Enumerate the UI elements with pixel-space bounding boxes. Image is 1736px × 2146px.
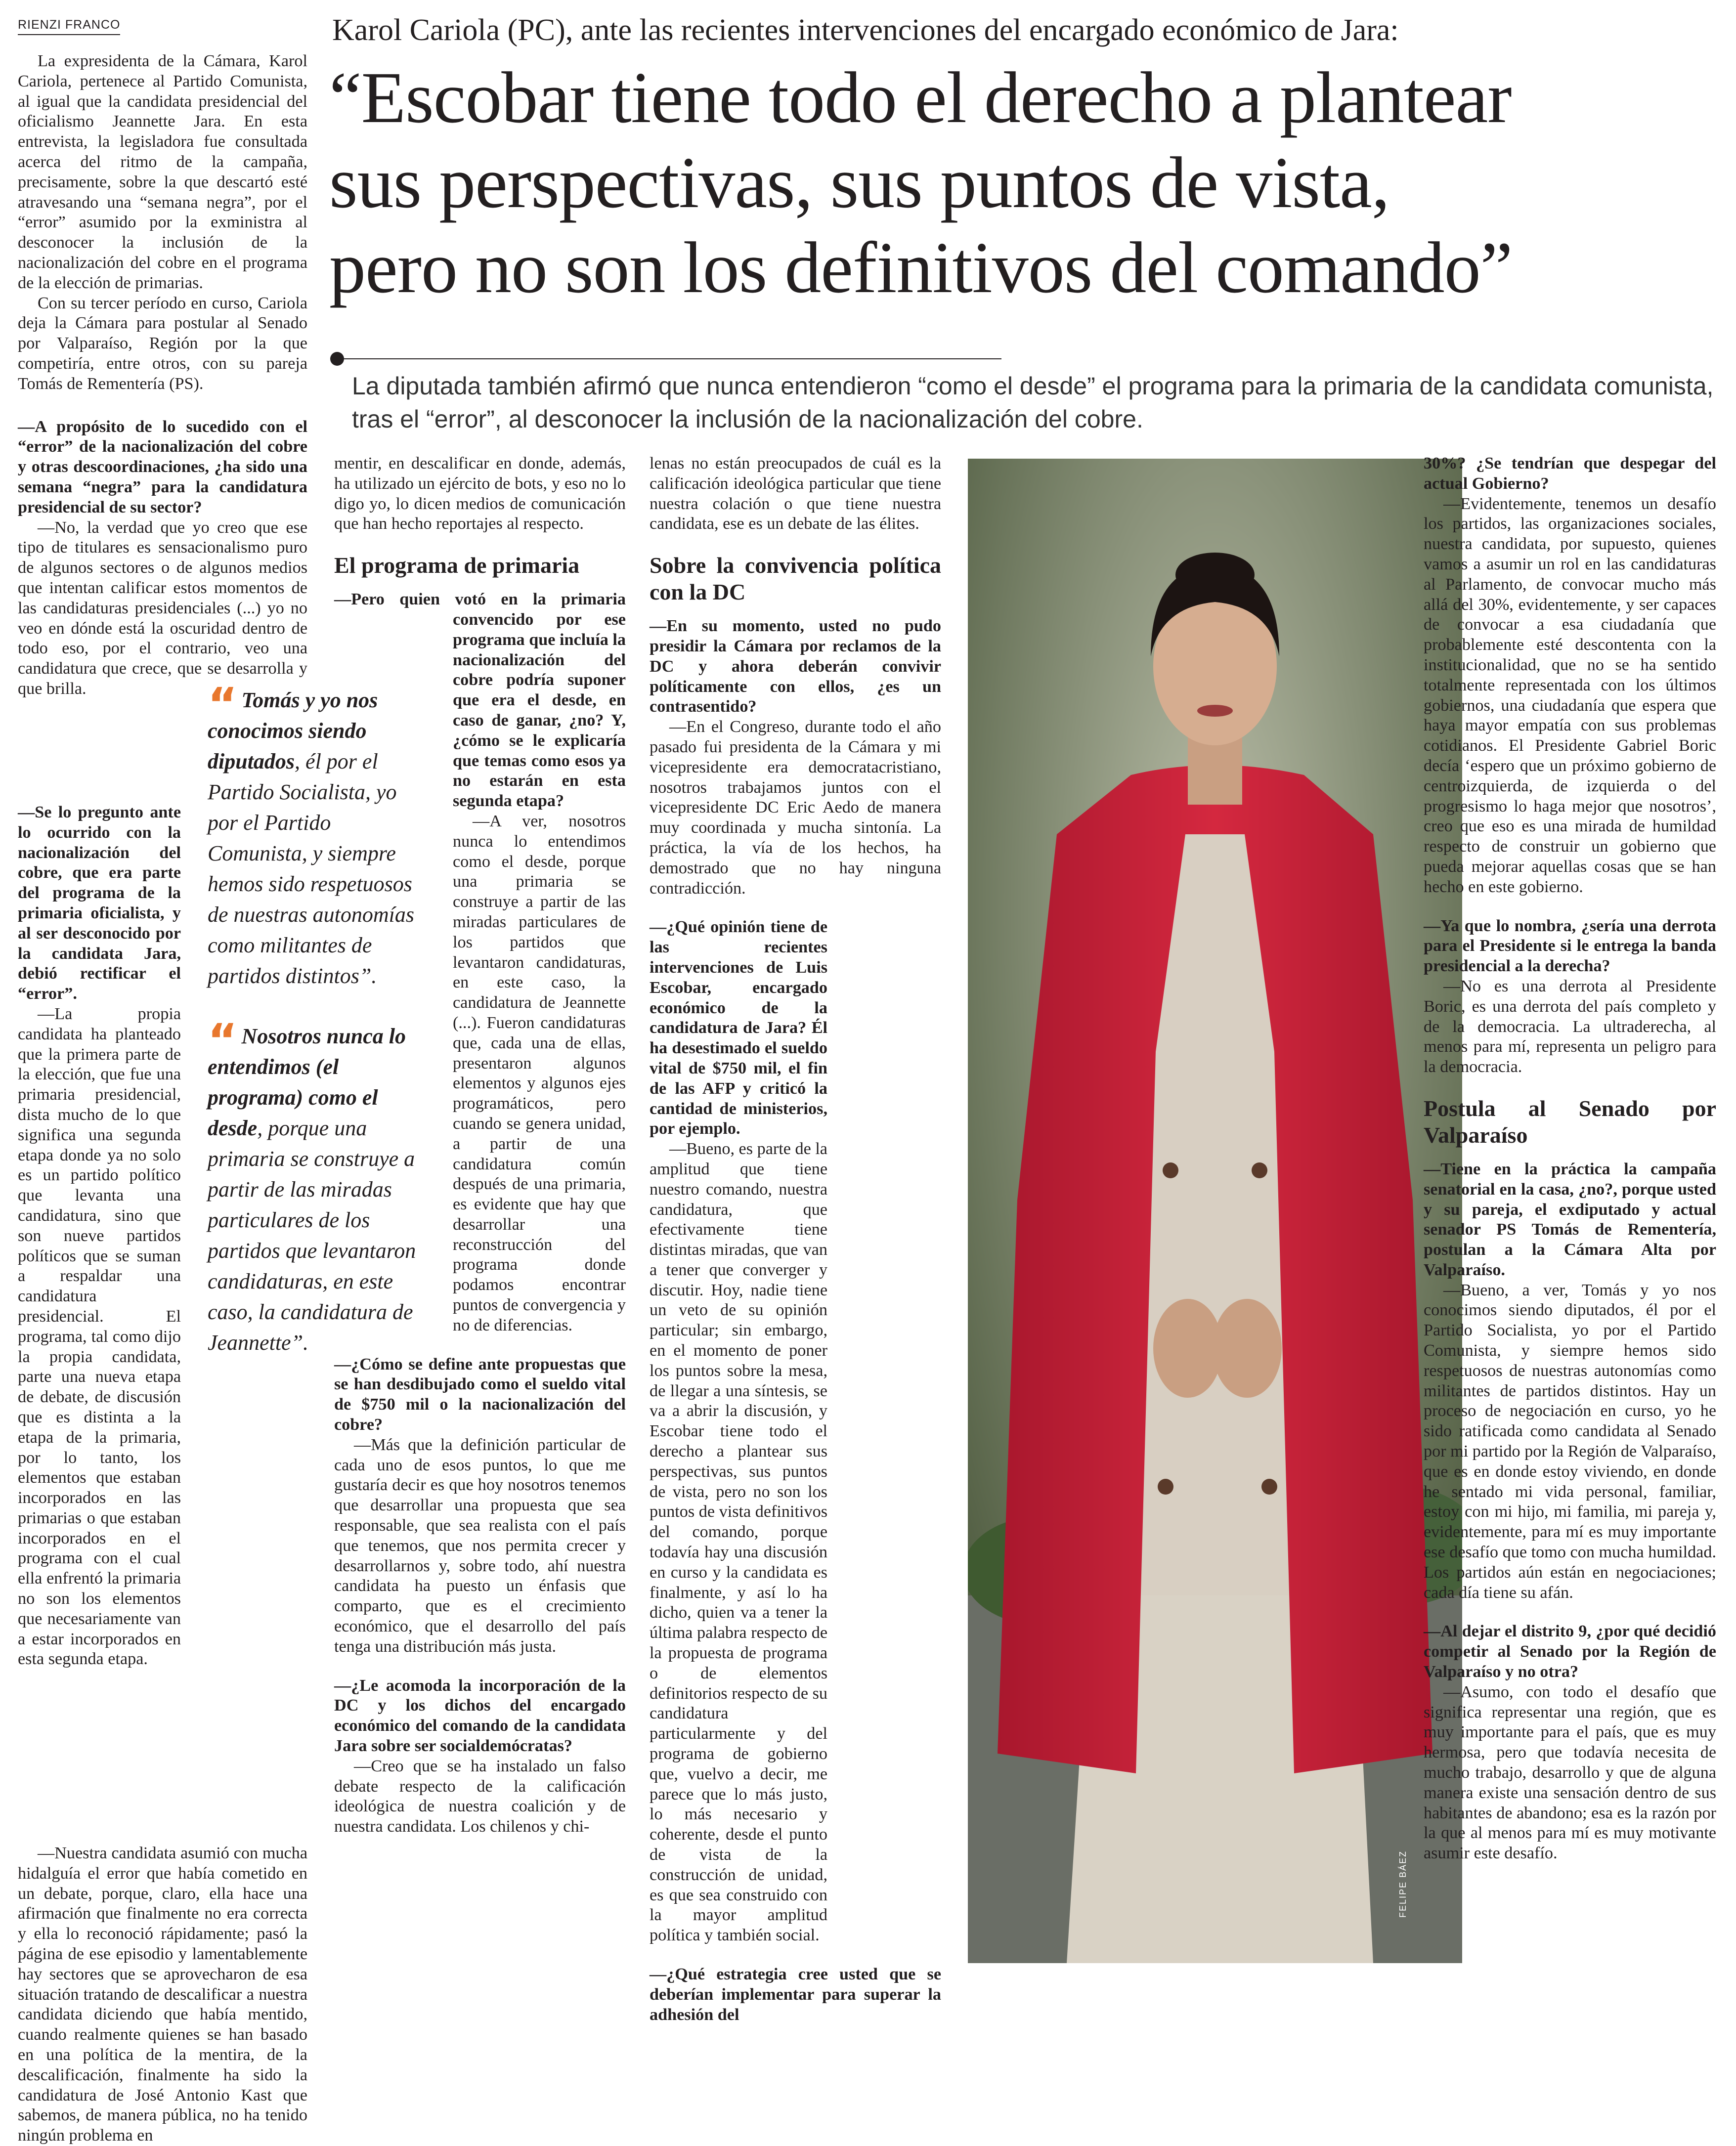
section-heading: Sobre la convivencia política con la DC	[650, 553, 941, 605]
question: —¿Qué opinión tiene de las recientes intervenciones de Luis Escobar, encargado económico de la candidatura de Jara? Él ha desestimado el sueldo vital de $750 mil, el fin de las AFP y criticó la cantidad de ministerios, por ejemplo.	[650, 918, 827, 1138]
answer: —No es una derrota al Presidente Boric, es una derrota del país completo y de la democracia. La ultraderecha, al menos para mí, representa un peligro para la democracia.	[1424, 977, 1716, 1076]
kicker: Karol Cariola (PC), ante las recientes intervenciones del encargado económico de Jara:	[332, 13, 1399, 47]
portrait-photo	[968, 459, 1462, 1963]
answer: —La propia candidata ha planteado que la primera parte de la elección, que fue una primaria presidencial, dista mucho de lo que significa una segunda etapa donde ya no solo es un partido político que levanta una candidatura, sino que son nueve partidos políticos que se suman a respaldar una candidatura presidencial. El programa, tal como dijo la propia candidata, parte una nueva etapa de debate, de discusión que es distinta a la etapa de la primaria, por lo tanto, los elementos que estaban incorporados en las primarias o que estaban incorporados en el programa con el cual ella enfrentó la primaria no son los elementos que necesariamente van a estar incorporados en esta segunda etapa.	[18, 1004, 181, 1669]
question: —Pero quien votó en la primaria convencido por ese programa que incluía la nacionalización del cobre podría suponer que era el desde, en caso de ganar, ¿no? Y, ¿cómo se le explicaría que temas como esos ya no estarán en esta segunda etapa?	[334, 590, 626, 811]
pull-quote-text: , porque una primaria se construye a partir de las miradas particulares de los partidos que levantaron candidaturas, en este caso, la candidatura de Jeannette”.	[208, 1116, 416, 1355]
answer: —No, la verdad que yo creo que ese tipo de titulares es sensacionalismo puro de algunos sectores o de algunos medios que intentan calificar estos momentos de las candidaturas presidenciales (...) yo no veo en dónde está la oscuridad dentro de todo eso, por el contrario, veo una candidatura que crece, que se desarrolla y que brilla.	[18, 518, 307, 698]
question: 30%? ¿Se tendrían que despegar del actual Gobierno?	[1424, 454, 1716, 493]
column-1	[18, 51, 307, 699]
paragraph: mentir, en descalificar en donde, además, ha utilizado un ejército de bots, y eso no lo digo yo, lo dicen medios de comunicación que han hecho reportajes al respecto.	[334, 454, 626, 533]
quote-mark-icon: “	[208, 1014, 238, 1067]
answer: —En el Congreso, durante todo el año pasado fui presidenta de la Cámara y mi vicepresidente era democratacristiano, nosotros trabajamos juntos con el vicepresidente DC Eric Aedo de manera muy coordinada y mucha sintonía. La práctica, la vía de los hechos, ha demostrado que no hay ninguna contradicción.	[650, 718, 941, 898]
column-2	[334, 454, 626, 1837]
column-1-narrow	[18, 803, 181, 1670]
answer: —Nuestra candidata asumió con mucha hidalguía el error que había cometido en un debate, porque, claro, ella hace una afirmación que finalmente no era correcta y ella lo reconoció rápidamente; pasó la página de ese episodio y lamentablemente hay sectores que se aprovecharon de esa situación tratando de descalificar a nuestra candidata diciendo que había mentido, cuando realmente quienes se han basado en una política de la mentira, de la descalificación, finalmente ha sido la candidatura de José Antonio Kast que sabemos, de manera pública, no ha tenido ningún problema en	[18, 1844, 307, 2145]
answer: —Más que la definición particular de cada uno de esos puntos, lo que me gustaría decir es que hoy nosotros tenemos que desarrollar una propuesta que sea responsable, que sea realista con el país que tenemos, que nos permita crecer y desarrollarnos y, sobre todo, ahí nuestra candidata ha puesto un énfasis que comparto, que es el crecimiento económico, que el desarrollo del país tenga una distribución más justa.	[334, 1435, 626, 1656]
answer: —Bueno, a ver, Tomás y yo nos conocimos siendo diputados, él por el Partido Socialista, yo por el Partido Comunista, y siempre hemos sido respetuosos de nuestras autonomías como militantes de partidos distintos. Hay un proceso de negociación en curso, yo he sido ratificada como candidata al Senado por mi partido por la Región de Valparaíso, que es en donde estoy viviendo, en donde he sentado mi vida personal, familiar, estoy con mi hijo, mi familia, mi pareja y, evidentemente, para mí es muy importante ese desafío que tomo con mucha humildad. Los partidos aún están en negociaciones; cada día tiene su afán.	[1424, 1281, 1716, 1602]
column-4	[1424, 454, 1716, 1864]
deck: La diputada también afirmó que nunca entendieron “como el desde” el programa para la primaria de la candidata comunista, tras el “error”, al desconocer la inclusión de la nacionalización del cobre.	[352, 372, 1714, 433]
question: —Tiene en la práctica la campaña senatorial en la casa, ¿no?, porque usted y su pareja, el exdiputado y actual senador PS Tomás de Rementería, postulan a la Cámara Alta por Valparaíso.	[1424, 1159, 1716, 1279]
intro-paragraph: Con su tercer período en curso, Cariola deja la Cámara para postular al Senado por Valparaíso, Región por la que competiría, entre otros, con su pareja Tomás de Rementería (PS).	[18, 294, 307, 393]
deck-rule	[344, 358, 1001, 359]
question: —¿Cómo se define ante propuestas que se han desdibujado como el sueldo vital de $750 mil o la nacionalización del cobre?	[334, 1355, 626, 1434]
section-heading: El programa de primaria	[334, 553, 580, 578]
paragraph: lenas no están preocupados de cuál es la calificación ideológica particular que tiene nuestra colación o que tiene nuestra candidata, ese es un debate de las élites.	[650, 454, 941, 533]
byline: RIENZI FRANCO	[18, 18, 120, 35]
question: —En su momento, usted no pudo presidir la Cámara por reclamos de la DC y ahora deberán convivir políticamente con ellos, ¿es un contrasentido?	[650, 617, 941, 716]
intro-paragraph: La expresidenta de la Cámara, Karol Cariola, pertenece al Partido Comunista, al igual que la candidata presidencial del oficialismo Jeannette Jara. En esta entrevista, la legisladora fue consultada acerca del ritmo de la campaña, precisamente, sobre la que descartó esté atravesando una “semana negra”, por el “error” asumido por la exministra al desconocer la inclusión de la nacionalización del cobre en el programa de la elección de primarias.	[18, 52, 307, 292]
pull-quote-text: , él por el Partido Socialista, yo por el Partido Comunista, y siempre hemos sido respetuosos de nuestras autonomías como militantes de partidos distintos”.	[208, 749, 414, 988]
portrait-illustration	[968, 459, 1462, 1963]
pull-quote-bold: Nosotros nunca lo entendimos (el programa) como el desde	[208, 1024, 406, 1140]
question: —¿Le acomoda la incorporación de la DC y los dichos del encargado económico del comando de la candidata Jara sobre ser socialdemócratas?	[334, 1676, 626, 1756]
question: —Ya que lo nombra, ¿sería una derrota para el Presidente si le entrega la banda presidencial a la derecha?	[1424, 916, 1716, 976]
headline-line: pero no son los definitivos del comando”	[329, 227, 1513, 308]
question: —Se lo pregunto ante lo ocurrido con la nacionalización del cobre, que era parte del programa de la primaria oficialista, y al ser desconocido por la candidata Jara, debió rectificar el “error”.	[18, 803, 181, 1003]
answer: —Bueno, es parte de la amplitud que tiene nuestro comando, nuestra candidatura, que efectivamente tiene distintas miradas, que van a tener que converger y discutir. Hoy, nadie tiene un veto de su opinión particular; sin embargo, en el momento de poner los puntos sobre la mesa, de llegar a una síntesis, se va a abrir la discusión, y Escobar tiene todo el derecho a plantear sus perspectivas, sus puntos de vista, pero no son los puntos de vista definitivos del comando, porque todavía hay una discusión en curso y la candidata es finalmente, y así lo ha dicho, quien va a tener la última palabra respecto de la propuesta de programa o de elementos definitorios respecto de su candidatura particularmente y del programa de gobierno que, vuelvo a decir, me parece que lo más justo, lo más necesario y coherente, desde el punto de vista de la construcción de unidad, es que sea construido con la mayor amplitud política y también social.	[650, 1140, 827, 1945]
photo-credit: FELIPE BÁEZ	[1398, 1850, 1408, 1918]
headline-line: sus perspectivas, sus puntos de vista,	[329, 142, 1389, 223]
quote-mark-icon: “	[208, 678, 238, 731]
headline	[329, 55, 1728, 310]
answer: —Evidentemente, tenemos un desafío los partidos, las organizaciones sociales, nuestra candidata, por supuesto, quienes vamos a asumir un rol en las candidaturas al Parlamento, de convocar mucho más allá del 30%, evidentemente, y ser capaces de convocar a esa ciudadanía que probablemente esté descontenta con la institucionalidad, que no se ha sentido totalmente representada con los últimos gobiernos, una ciudadanía que espera que haya mayor empatía con sus problemas cotidianos. El Presidente Gabriel Boric decía ‘espero que un próximo gobierno de centroizquierda, de izquierda o del progresismo lo haga mejor que nosotros’, creo que eso es una mirada de humildad respecto de construir un gobierno que pueda mejorar aquellas cosas que se han hecho en este gobierno.	[1424, 494, 1716, 896]
column-3	[650, 454, 941, 2025]
answer: —A ver, nosotros nunca lo entendimos como el desde, porque una primaria se construye a partir de las miradas particulares de los partidos que levantaron candidaturas, en este caso, la candidatura de Jeannette (...). Fueron candidaturas que, cada una de ellas, presentaron algunos elementos y algunos ejes programáticos, pero cuando se genera unidad, a partir de una candidatura común después de una primaria, es evidente que hay que desarrollar una reconstrucción del programa donde podamos encontrar puntos de convergencia y no de diferencias.	[453, 812, 626, 1334]
deck-bullet	[330, 352, 344, 366]
section-heading: Postula al Senado por Valparaíso	[1424, 1095, 1716, 1148]
column-1-bottom	[18, 1844, 307, 2146]
question: —A propósito de lo sucedido con el “error” de la nacionalización del cobre y otras descoordinaciones, ¿ha sido una semana “negra” para la candidatura presidencial de su sector?	[18, 417, 307, 516]
question: —Al dejar el distrito 9, ¿por qué decidió competir al Senado por la Región de Valparaíso y no otra?	[1424, 1622, 1716, 1681]
headline-line: “Escobar tiene todo el derecho a plantear	[329, 57, 1512, 138]
answer: —Asumo, con todo el desafío que significa representar una región, que es muy importante para el país, que es muy hermosa, pero que todavía necesita de mucho trabajo, desarrollo y que de alguna manera existe una sensación dentro de sus habitantes de abandono; esa es la razón por la que al menos para mí es muy motivante asumir este desafío.	[1424, 1682, 1716, 1863]
pull-quote-bold: Tomás y yo nos conocimos siendo diputados	[208, 688, 378, 773]
question: —¿Qué estrategia cree usted que se deberían implementar para superar la adhesión del	[650, 1965, 941, 2024]
answer: —Creo que se ha instalado un falso debate respecto de la calificación ideológica de nuestra coalición y de nuestra candidata. Los chilenos y chi-	[334, 1757, 626, 1836]
